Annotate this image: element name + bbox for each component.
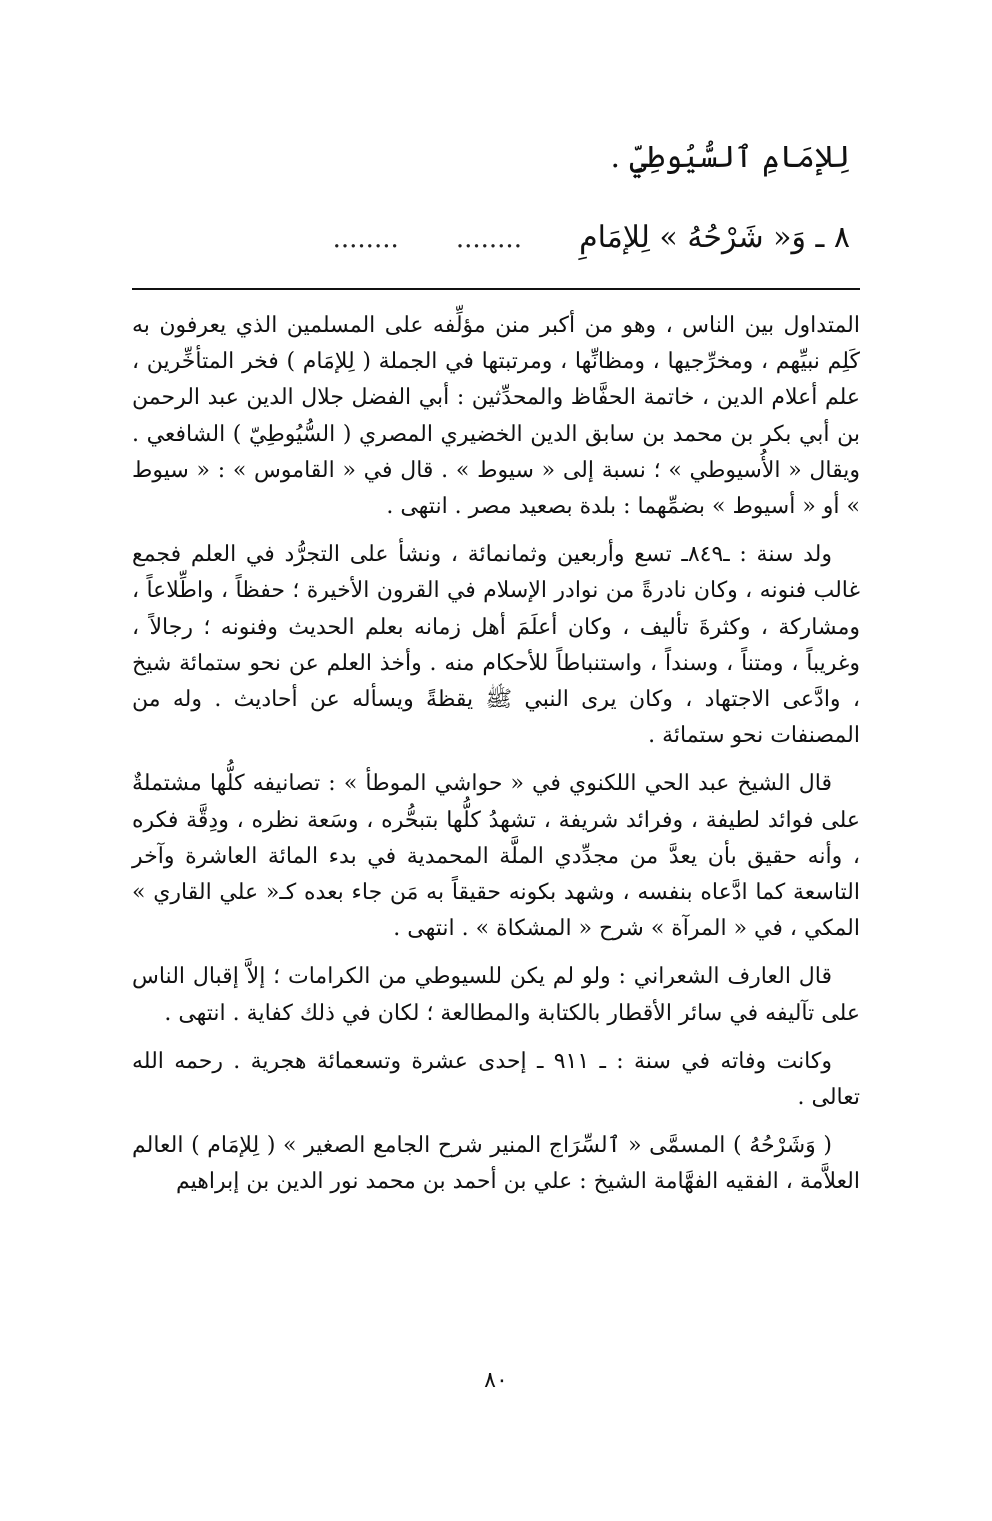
commentary-paragraph-6: ( وَشَرْحُهُ ) المسمَّى « ٱلسِّرَاج المنير شرح الجامع الصغير » ( لِلإمَام ) العالم العلاَّمة ، الفقيه الفهَّامة الشيخ : علي بن أحمد بن محمد نور الدين بن إبراهيم: [132, 1133, 860, 1195]
ellipsis-dots: ........: [455, 224, 522, 254]
commentary-paragraph-2: ولد سنة : ـ٨٤٩ـ تسع وأربعين وثمانمائة ، ونشأ على التجرُّد في العلم فجمع غالب فنونه ، وكان نادرةً من نوادر الإسلام في القرون الأخيرة ؛ حفظاً ، واطِّلاعاً ، ومشاركة ، وكثرةَ تأليف ، وكان أعلَمَ أهل زمانه بعلم الحديث وفنونه ؛ رجالاً ، وغريباً ، ومتناً ، وسنداً ، واستنباطاً للأحكام منه . وأخذ العلم عن نحو ستمائة شيخ ، وادَّعى الاجتهاد ، وكان يرى النبي ﷺ يقظةً ويسأله عن أحاديث . وله من المصنفات نحو ستمائة .: [132, 542, 860, 749]
poem-line-1: [110, 138, 850, 178]
separator-rule: [132, 288, 860, 290]
commentary-paragraph-1: المتداول بين الناس ، وهو من أكبر منن مؤلِّفه على المسلمين الذي يعرفون به كَلِم نبيِّهم ، ومخرِّجيها ، ومظانِّها ، ومرتبتها في الجملة ( لِلإمَام ) فخر المتأخِّرين ، علم أعلام الدين ، خاتمة الحفَّاظ والمحدِّثين : أبي الفضل جلال الدين عبد الرحمن بن أبي بكر بن محمد بن سابق الدين الخضيري المصري ( السُّيُوطِيّ ) الشافعي . ويقال « الأُسيوطي » ؛ نسبة إلى « سيوط » . قال في « القاموس » : « سيوط » أو « أسيوط » بضمِّهما : بلدة بصعيد مصر . انتهى .: [132, 313, 860, 520]
commentary-body: [132, 308, 860, 1213]
commentary-paragraph-4: قال العارف الشعراني : ولو لم يكن للسيوطي من الكرامات ؛ إلاَّ إقبال الناس على تآليفه في سائر الأقطار بالكتابة والمطالعة ؛ لكان في ذلك كفاية . انتهى .: [132, 964, 860, 1026]
poem-line-1-text: لِلإمَامِ ٱلسُّيُوطِيِّ .: [610, 140, 850, 175]
commentary-paragraph-3: قال الشيخ عبد الحي اللكنوي في « حواشي الموطأ » : تصانيفه كلُّها مشتملةٌ على فوائد لطيفة ، وفرائد شريفة ، تشهدُ كلُّها بتبحُّره ، وسَعة نظره ، ودِقَّة فكره ، وأنه حقيق بأن يعدَّ من مجدِّدي الملَّة المحمدية في بدء المائة العاشرة وآخر التاسعة كما ادَّعاه بنفسه ، وشهد بكونه حقيقاً به مَن جاء بعده كـ« علي القاري » المكي ، في « المرآة » شرح « المشكاة » . انتهى .: [132, 771, 861, 942]
poem-line-2: [110, 218, 850, 259]
ellipsis-dots: ........: [332, 224, 399, 254]
poem-line-2-text: ٨ ـ وَ« شَرْحُهُ » لِلإمَامِ: [579, 220, 850, 255]
page-number: ٨٠: [484, 1368, 508, 1393]
commentary-paragraph-5: وكانت وفاته في سنة : ـ ٩١١ ـ إحدى عشرة وتسعمائة هجرية . رحمه الله تعالى .: [132, 1048, 860, 1111]
